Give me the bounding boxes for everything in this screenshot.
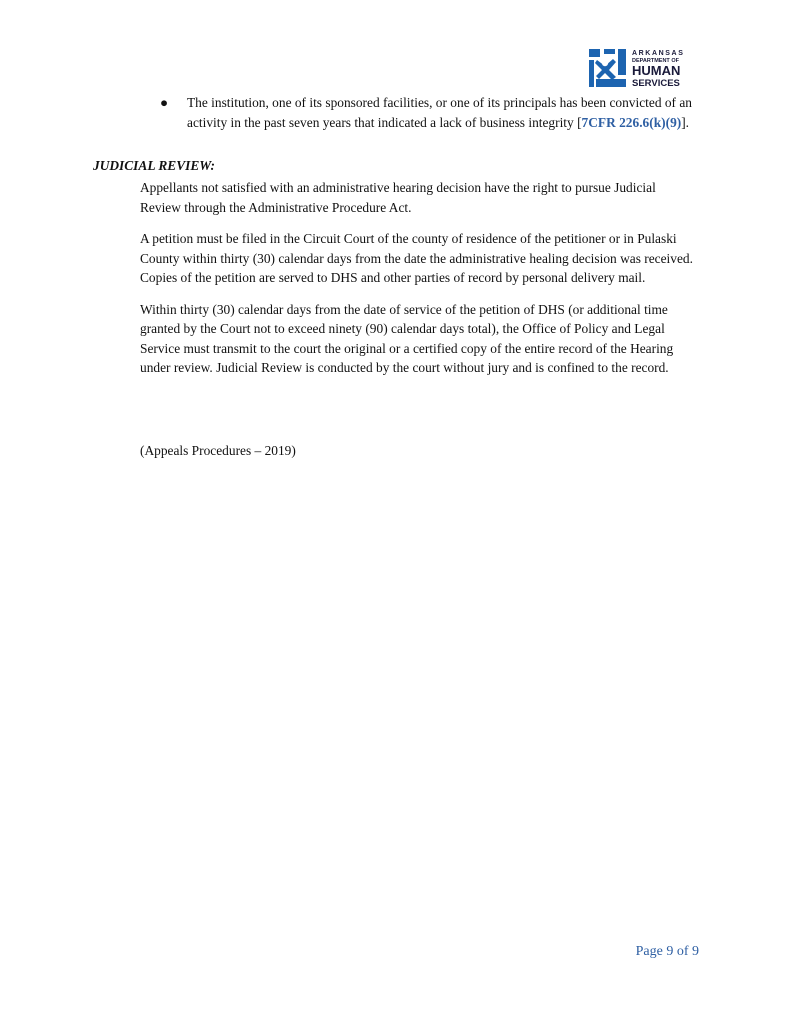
- paragraph: A petition must be filed in the Circuit Court of the county of residence of the petitioner or in Pulaski County within thirty (30) calendar days from the date the administrative healing decision was received. Copies of the petition are served to DHS and other parties of record by personal delivery mail.: [140, 231, 693, 285]
- bullet-text-end: ].: [681, 115, 690, 130]
- bullet-dot-icon: ●: [160, 95, 169, 110]
- list-item: [160, 93, 710, 133]
- paragraph: Within thirty (30) calendar days from the date of service of the petition of DHS (or additional time granted by the Court not to exceed ninety (90) calendar days total), the Office of Policy and Legal Service must transmit to the court the original or a certified copy of the entire record of the Hearing under review. Judicial Review is conducted by the court without jury and is confined to the record.: [140, 301, 674, 375]
- bullet-text: The institution, one of its sponsored facilities, or one of its principals has been convicted of an activity in the past seven years that indicated a lack of business integrity [: [187, 95, 693, 130]
- dhs-logo: [588, 46, 698, 90]
- logo-line-human: HUMAN: [632, 63, 681, 78]
- eligibility-bullet-list: [160, 93, 710, 133]
- judicial-review-heading: JUDICIAL REVIEW:: [93, 158, 215, 173]
- page-number: Page 9 of 9: [635, 944, 699, 959]
- logo-line-services: SERVICES: [632, 78, 680, 89]
- source-note: (Appeals Procedures – 2019): [140, 443, 296, 458]
- logo-line-arkansas: ARKANSAS: [632, 50, 685, 57]
- logo-line-department: DEPARTMENT OF: [632, 58, 679, 64]
- judicial-review-body: [140, 178, 700, 390]
- dhs-logo-graphic: [588, 46, 698, 90]
- cfr-citation-link[interactable]: 7CFR 226.6(k)(9): [581, 115, 682, 130]
- paragraph: Appellants not satisfied with an administrative hearing decision have the right to pursue Judicial Review through the Administrative Procedure Act.: [140, 180, 656, 215]
